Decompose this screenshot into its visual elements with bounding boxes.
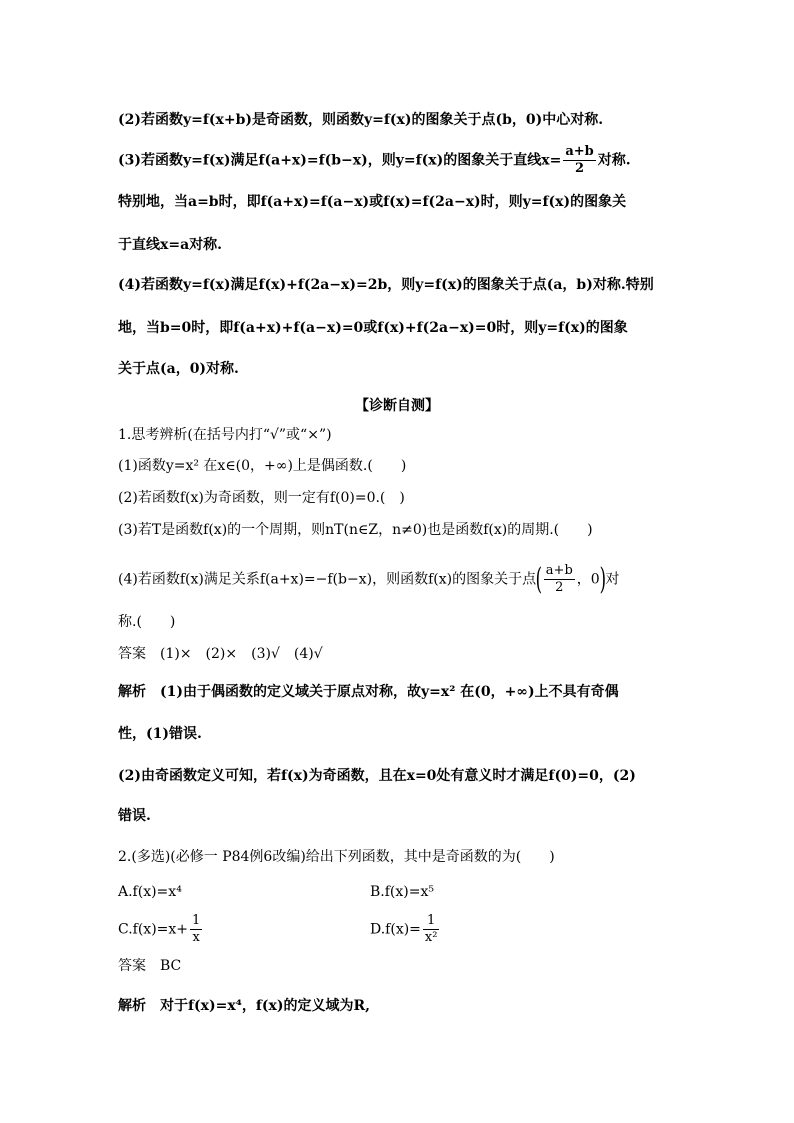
text-line: 关于点(a，0)对称. [118,361,239,377]
text-line: (2)若函数y=f(x+b)是奇函数，则函数y=f(x)的图象关于点(b，0)中心对称. [118,112,604,128]
question-item: (1)函数y=x² 在x∈(0，+∞)上是偶函数.( ) [118,458,407,474]
text-line: (3)若函数y=f(x)满足f(a+x)=f(b−x)，则y=f(x)的图象关于直线x= $\frac{a+b}{2}$ 对称. [118,144,631,176]
question-title: 1.思考辨析(在括号内打“√”或“×”) [118,427,332,443]
question-item: 称.( ) [118,614,176,630]
option-a: A.f(x)=x⁴ [118,884,182,900]
question-item: (2)若函数f(x)为奇函数，则一定有f(0)=0.( ) [118,490,405,506]
text-line: (4)若函数y=f(x)满足f(x)+f(2a−x)=2b，则y=f(x)的图象关于点(a，b)对称.特别 [118,277,654,293]
question-title: 2.(多选)(必修一 P84例6改编)给出下列函数，其中是奇函数的为( ) [118,849,555,865]
solution-line: (2)由奇函数定义可知，若f(x)为奇函数，且在x=0处有意义时才满足f(0)=0，(2) [118,768,636,784]
solution-line: 性，(1)错误. [118,726,202,742]
section-heading: 【诊断自测】 [355,398,439,414]
answer-line: 答案 (1)× (2)× (3)√ (4)√ [118,646,323,662]
option-c: C.f(x)=x+ $\frac{1}{x}$ [118,913,201,945]
option-d: D.f(x)= $\frac{1}{\text{x²}}$ [370,913,438,945]
solution-line: 解析 (1)由于偶函数的定义域关于原点对称，故y=x² 在(0，+∞)上不具有奇偶 [118,684,619,700]
text-line: 地，当b=0时，即f(a+x)+f(a−x)=0或f(x)+f(2a−x)=0时，则y=f(x)的图象 [118,320,628,336]
text-line: 于直线x=a对称. [118,237,223,253]
fraction: $\frac{1}{x}$ [192,913,201,945]
fraction: $\frac{a+b}{2}$ [565,144,594,176]
question-item: (3)若T是函数f(x)的一个周期，则nT(n∈Z，n≠0)也是函数f(x)的周期.( ) [118,522,593,538]
option-b: B.f(x)=x⁵ [370,884,434,900]
answer-line: 答案 BC [118,958,182,974]
text-line: 特别地，当a=b时，即f(a+x)=f(a−x)或f(x)=f(2a−x)时，则y=f(x)的图象关 [118,194,627,210]
fraction: $\frac{1}{\text{x²}}$ [424,913,438,945]
fraction: $\frac{a+b}{2}$ [545,563,573,595]
solution-line: 错误. [118,808,151,824]
question-item: (4)若函数f(x)满足关系f(a+x)=−f(b−x)，则函数f(x)的图象关于点( $\frac{a+b}{2}$ ，0)对 [118,561,620,597]
solution-line: 解析 对于f(x)=x⁴，f(x)的定义域为R, [118,998,370,1014]
